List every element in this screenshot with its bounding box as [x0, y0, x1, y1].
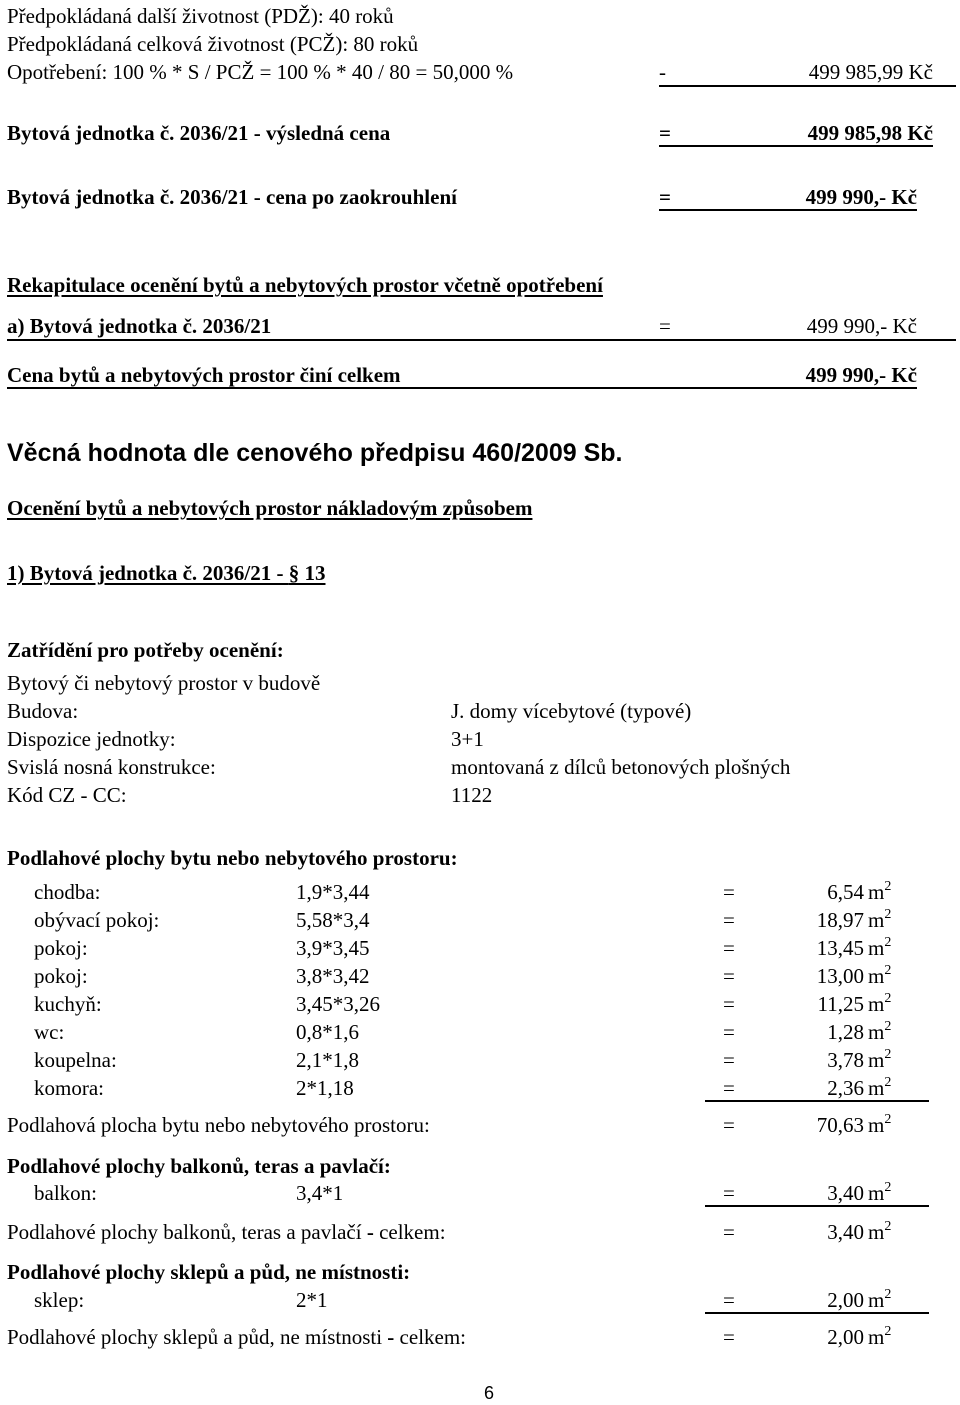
room-area: 13,45 — [816, 936, 864, 960]
balcony-area: 3,40 — [827, 1181, 864, 1205]
area-unit: $m^2$ — [868, 879, 892, 904]
rounded-value: 499 990,- Kč — [805, 185, 917, 209]
cellar-formula: 2*1 — [296, 1288, 328, 1312]
cellar-total-value: 2,00 — [827, 1325, 864, 1349]
floor-sum-rule — [705, 1100, 929, 1102]
total-life-line: Předpokládaná celková životnost (PCŽ): 80 roků — [7, 32, 419, 56]
area-unit: $m^2$ — [868, 1112, 892, 1137]
room-formula: 2,1*1,8 — [296, 1048, 359, 1072]
cellar-total-label: Podlahové plochy sklepů a půd, ne místnosti - celkem: — [7, 1325, 467, 1349]
result-value: 499 985,98 Kč — [807, 121, 933, 145]
room-sign: = — [723, 880, 735, 904]
room-name: chodba: — [34, 880, 101, 904]
area-unit: $m^2$ — [868, 907, 892, 932]
area-unit: $m^2$ — [868, 1219, 892, 1244]
room-formula: 3,8*3,42 — [296, 964, 370, 988]
room-area: 3,78 — [827, 1048, 864, 1072]
room-sign: = — [723, 992, 735, 1016]
classification-value: J. domy vícebytové (typové) — [451, 699, 692, 723]
room-sign: = — [723, 964, 735, 988]
recap-title: Rekapitulace ocenění bytů a nebytových prostor včetně opotřebení — [7, 273, 603, 297]
page-number: 6 — [484, 1383, 495, 1403]
classification-value: montovaná z dílců betonových plošných — [451, 755, 791, 779]
unit-title — [7, 560, 326, 586]
area-unit: $m^2$ — [868, 1019, 892, 1044]
classification-label: Svislá nosná konstrukce: — [7, 755, 216, 779]
area-unit: $m^2$ — [868, 1075, 892, 1100]
wear-value: 499 985,99 Kč — [808, 60, 933, 84]
room-formula: 0,8*1,6 — [296, 1020, 359, 1044]
recap-item-rule — [7, 339, 956, 341]
balcony-title: Podlahové plochy balkonů, teras a pavlačí: — [7, 1154, 391, 1178]
floor-total-value: 70,63 — [816, 1113, 864, 1137]
recap-item-sign: = — [659, 314, 671, 338]
subtotal-rule — [659, 85, 956, 87]
balcony-name: balkon: — [34, 1181, 97, 1205]
room-area: 13,00 — [816, 964, 864, 988]
room-formula: 3,45*3,26 — [296, 992, 380, 1016]
room-formula: 1,9*3,44 — [296, 880, 370, 904]
classification-label: Dispozice jednotky: — [7, 727, 176, 751]
section-subheading: Ocenění bytů a nebytových prostor nákladovým způsobem — [7, 496, 533, 520]
cellar-sign: = — [723, 1288, 735, 1312]
room-area: 1,28 — [827, 1020, 864, 1044]
room-sign: = — [723, 1048, 735, 1072]
recap-total-label: Cena bytů a nebytových prostor činí celkem — [7, 363, 401, 387]
balcony-total-sign: = — [723, 1220, 735, 1244]
room-sign: = — [723, 1020, 735, 1044]
balcony-sign: = — [723, 1181, 735, 1205]
result-sign: = — [659, 121, 671, 145]
room-name: komora: — [34, 1076, 104, 1100]
room-sign: = — [723, 936, 735, 960]
area-unit: $m^2$ — [868, 1324, 892, 1349]
remaining-life-line: Předpokládaná další životnost (PDŽ): 40 roků — [7, 4, 394, 28]
area-unit: $m^2$ — [868, 1287, 892, 1312]
recap-total-value: 499 990,- Kč — [805, 363, 917, 387]
balcony-formula: 3,4*1 — [296, 1181, 344, 1205]
wear-sign: - — [659, 60, 666, 84]
section-heading: Věcná hodnota dle cenového předpisu 460/2009 Sb. — [7, 439, 623, 467]
classification-value: 3+1 — [451, 727, 484, 751]
balcony-total-value: 3,40 — [827, 1220, 864, 1244]
recap-item-value: 499 990,- Kč — [806, 314, 917, 338]
floor-title: Podlahové plochy bytu nebo nebytového prostoru: — [7, 846, 458, 870]
room-formula: 2*1,18 — [296, 1076, 354, 1100]
room-name: wc: — [34, 1020, 65, 1044]
room-area: 2,36 — [827, 1076, 864, 1100]
balcony-total-label: Podlahové plochy balkonů, teras a pavlačí - celkem: — [7, 1220, 446, 1244]
classification-label: Kód CZ - CC: — [7, 783, 127, 807]
wear-label: Opotřebení: 100 % * S / PCŽ = 100 % * 40 / 80 = 50,000 % — [7, 60, 514, 84]
classification-value: 1122 — [451, 783, 493, 807]
rounded-sign: = — [659, 185, 671, 209]
cellar-area: 2,00 — [827, 1288, 864, 1312]
room-formula: 5,58*3,4 — [296, 908, 370, 932]
rounded-label: Bytová jednotka č. 2036/21 - cena po zaokrouhlení — [7, 185, 457, 209]
balcony-sum-rule — [705, 1205, 929, 1207]
room-formula: 3,9*3,45 — [296, 936, 370, 960]
classification-title: Zatřídění pro potřeby ocenění: — [7, 638, 284, 662]
cellar-title: Podlahové plochy sklepů a půd, ne místnosti: — [7, 1260, 411, 1284]
area-unit: $m^2$ — [868, 1180, 892, 1205]
recap-item-label: a) Bytová jednotka č. 2036/21 — [7, 314, 272, 338]
unit-title-text: 1) Bytová jednotka č. 2036/21 - — [7, 561, 289, 585]
floor-total-sign: = — [723, 1113, 735, 1137]
room-name: pokoj: — [34, 964, 88, 988]
area-unit: $m^2$ — [868, 1047, 892, 1072]
classification-label: Budova: — [7, 699, 79, 723]
classification-type: Bytový či nebytový prostor v budově — [7, 671, 321, 695]
cellar-total-sign: = — [723, 1325, 735, 1349]
cellar-name: sklep: — [34, 1288, 85, 1312]
area-unit: $m^2$ — [868, 935, 892, 960]
cellar-sum-rule — [705, 1312, 929, 1314]
room-sign: = — [723, 908, 735, 932]
unit-title-paragraph: § 13 — [288, 561, 326, 585]
floor-total-label: Podlahová plocha bytu nebo nebytového prostoru: — [7, 1113, 430, 1137]
result-underline — [659, 145, 933, 147]
result-label: Bytová jednotka č. 2036/21 - výsledná cena — [7, 121, 391, 145]
area-unit: $m^2$ — [868, 991, 892, 1016]
area-unit: $m^2$ — [868, 963, 892, 988]
room-name: kuchyň: — [34, 992, 102, 1016]
rounded-underline — [659, 209, 917, 211]
room-sign: = — [723, 1076, 735, 1100]
room-name: obývací pokoj: — [34, 908, 160, 932]
room-name: koupelna: — [34, 1048, 117, 1072]
room-area: 18,97 — [816, 908, 864, 932]
room-area: 6,54 — [827, 880, 864, 904]
recap-total-underline — [7, 387, 917, 389]
room-area: 11,25 — [817, 992, 864, 1016]
room-name: pokoj: — [34, 936, 88, 960]
